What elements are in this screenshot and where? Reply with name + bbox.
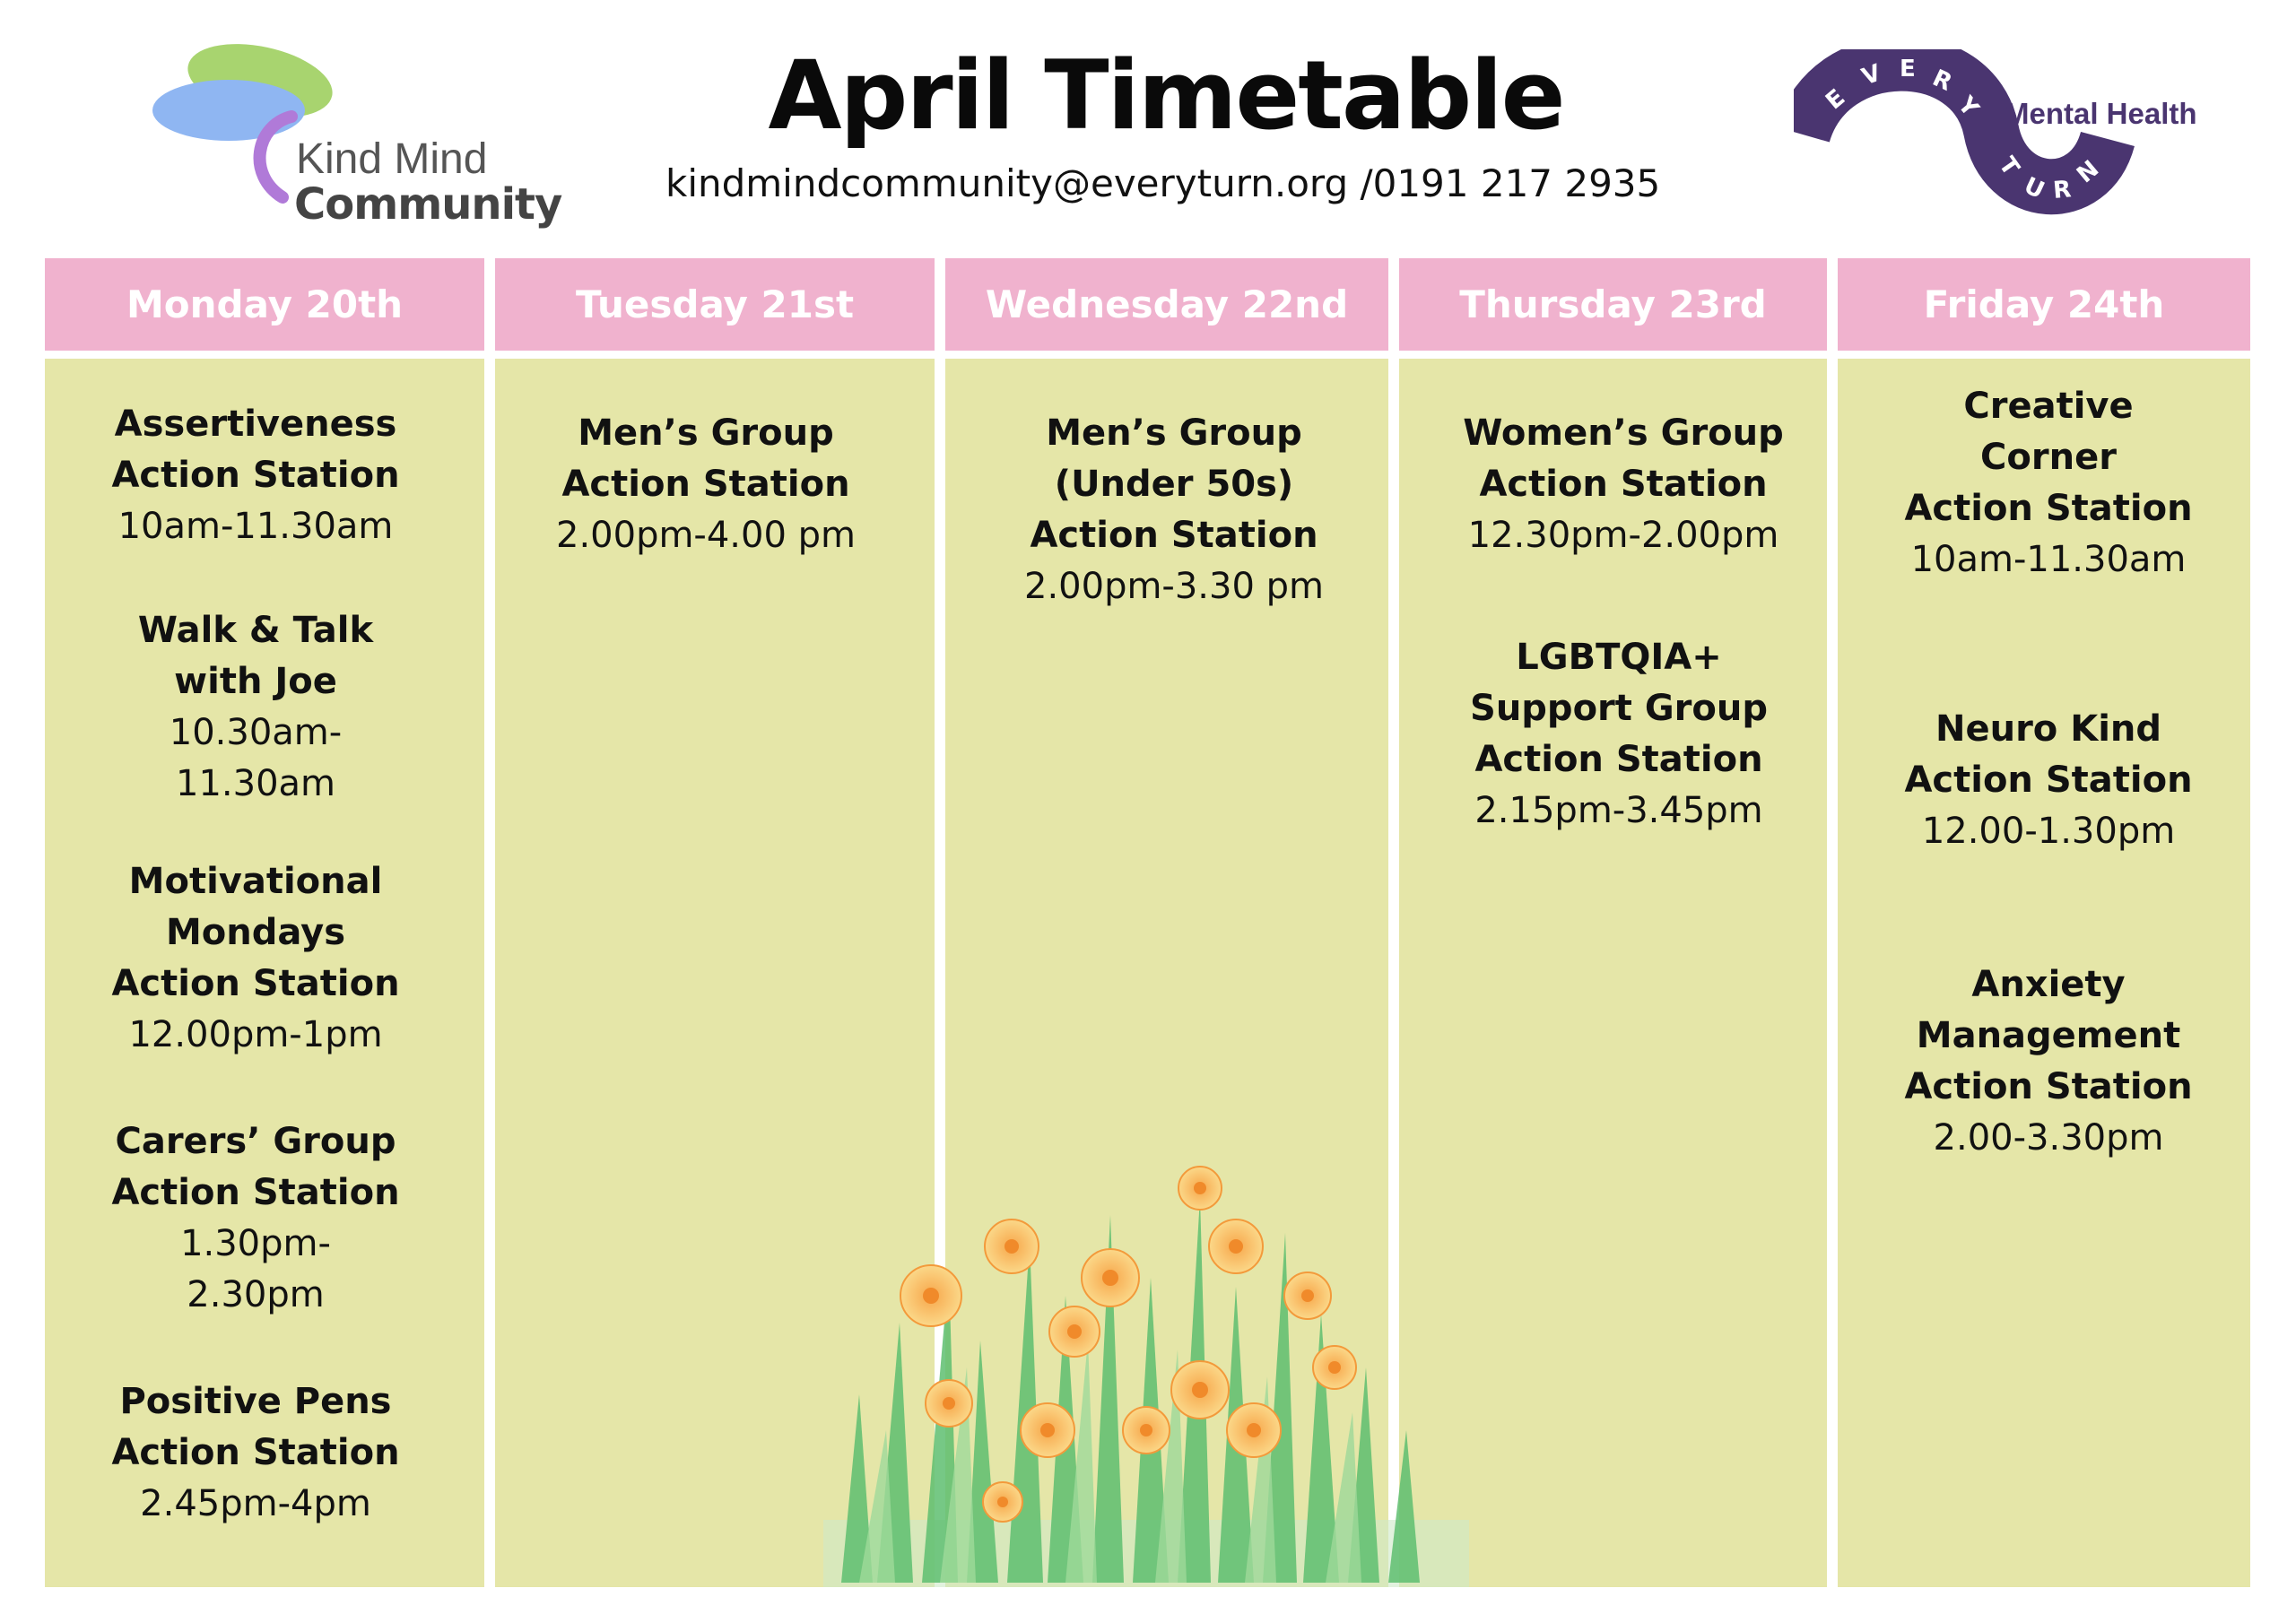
day-body (1838, 359, 2250, 1587)
event-time: 2.00pm-3.30 pm (1024, 566, 1324, 607)
event-item (45, 856, 466, 1061)
event-time: 2.00pm-4.00 pm (556, 515, 856, 556)
everyturn-wave-icon (1794, 49, 2224, 229)
event-name: LGBTQIA+ Support Group Action Station (1470, 637, 1768, 780)
svg-text:N: N (2072, 155, 2105, 189)
event-name: Positive Pens Action Station (111, 1381, 400, 1473)
day-header: Friday 24th (1838, 258, 2250, 351)
event-name: Motivational Mondays Action Station (111, 861, 400, 1004)
event-time: 12.00-1.30pm (1921, 811, 2176, 852)
day-column-monday (45, 258, 484, 1587)
event-name: Men’s Group Action Station (561, 412, 850, 505)
event-time: 1.30pm- 2.30pm (180, 1223, 331, 1315)
event-item (45, 1116, 466, 1321)
event-time: 2.45pm-4pm (140, 1483, 371, 1524)
svg-text:V: V (1858, 59, 1885, 91)
event-time: 10.30am- 11.30am (169, 712, 343, 804)
event-item (45, 1376, 466, 1530)
event-name: Anxiety Management Action Station (1904, 964, 2193, 1107)
svg-text:T: T (1993, 152, 2025, 181)
event-item (1838, 704, 2259, 857)
daffodil-illustration-icon (823, 1161, 1469, 1587)
svg-text:E: E (1900, 56, 1916, 82)
event-name: Walk & Talk with Joe (137, 610, 374, 702)
event-time: 12.00pm-1pm (128, 1014, 383, 1055)
event-item (45, 605, 466, 810)
event-time: 12.30pm-2.00pm (1467, 515, 1779, 556)
contact-info: kindmindcommunity@everyturn.org /0191 217 2935 (665, 161, 1661, 205)
event-item (1399, 632, 1839, 837)
mental-health-label: Mental Health (2005, 97, 2197, 130)
event-item (1838, 381, 2259, 586)
day-body (45, 359, 484, 1587)
event-name: Creative Corner Action Station (1904, 386, 2193, 529)
event-time: 2.00-3.30pm (1933, 1117, 2164, 1159)
page-title: April Timetable (768, 40, 1564, 151)
logo-text-kind-mind: Kind Mind (296, 135, 488, 183)
day-header: Wednesday 22nd (945, 258, 1388, 351)
event-item (45, 399, 466, 552)
svg-text:E: E (1821, 83, 1851, 116)
event-item (495, 408, 917, 561)
everyturn-logo (1794, 49, 2224, 229)
day-header: Thursday 23rd (1399, 258, 1827, 351)
event-item (1399, 408, 1848, 561)
svg-text:R: R (2051, 176, 2073, 204)
svg-text:R: R (1928, 65, 1956, 97)
event-item (945, 408, 1403, 612)
day-header: Monday 20th (45, 258, 484, 351)
svg-text:Y: Y (1952, 91, 1984, 122)
event-item (1838, 959, 2259, 1164)
event-name: Men’s Group (Under 50s) Action Station (1030, 412, 1318, 556)
svg-text:U: U (2020, 172, 2048, 205)
logo-text-community: Community (294, 179, 562, 230)
event-time: 10am-11.30am (117, 506, 394, 547)
day-column-friday (1838, 258, 2250, 1587)
event-time: 2.15pm-3.45pm (1474, 790, 1763, 831)
day-header: Tuesday 21st (495, 258, 935, 351)
event-name: Neuro Kind Action Station (1904, 708, 2193, 801)
event-name: Assertiveness Action Station (111, 404, 400, 496)
event-time: 10am-11.30am (1910, 539, 2187, 580)
event-name: Carers’ Group Action Station (111, 1121, 400, 1213)
event-name: Women’s Group Action Station (1463, 412, 1784, 505)
